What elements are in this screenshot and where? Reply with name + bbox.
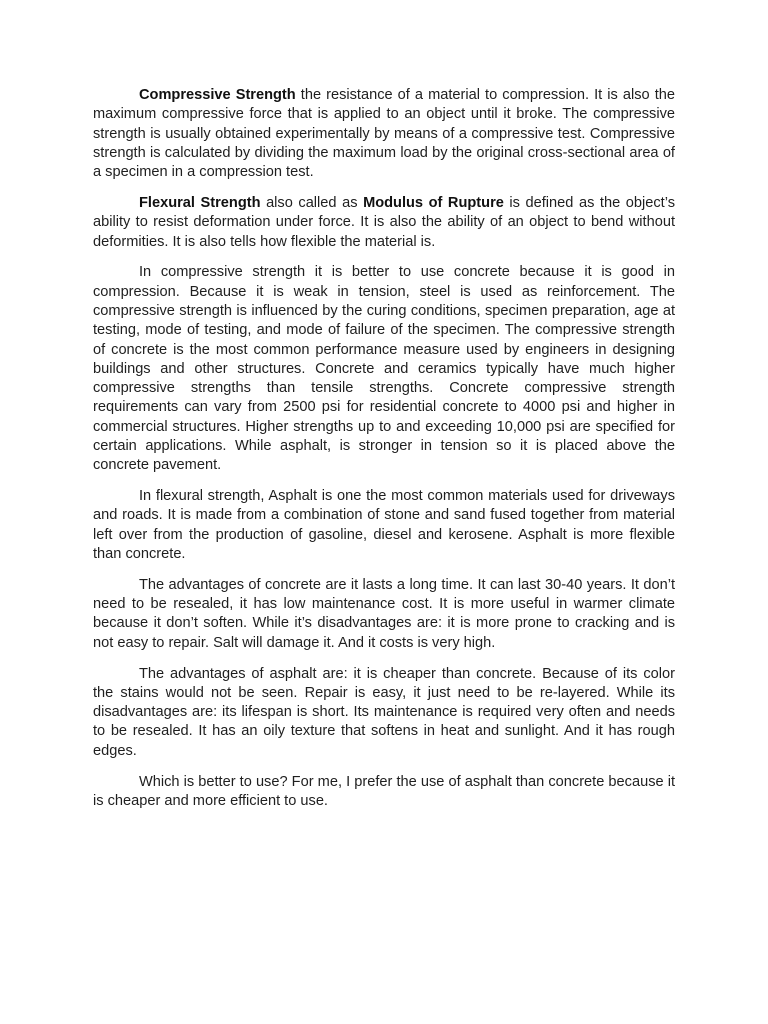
paragraph-text: The advantages of concrete are it lasts a long time. It can last 30-40 years. It don’t need to be resealed, it has low maintenance cost. It is more useful in warmer climate because it don’t soften. While it’s disadvantages are: it is more prone to cracking and is not easy to repair. Salt will damage it. And it costs is very high.: [93, 576, 675, 651]
paragraph-flexural-strength-definition: [93, 194, 675, 252]
paragraph-text: In flexural strength, Asphalt is one the most common materials used for driveways and roads. It is made from a combination of stone and sand fused together from material left over from the production of gasoline, diesel and kerosene. Asphalt is more flexible than concrete.: [93, 488, 675, 563]
paragraph-flexural-asphalt: [93, 487, 675, 564]
paragraph-compressive-strength-definition: [93, 86, 675, 182]
paragraph-text: In compressive strength it is better to use concrete because it is good in compression. Because it is weak in tension, steel is used as reinforcement. The compressive strength is influenced by the curing conditions, specimen preparation, age at testing, mode of testing, and mode of failure of the specimen. The compressive strength of concrete is the most common performance measure used by engineers in designing buildings and other structures. Concrete and ceramics typically have much higher compressive strengths than tensile strengths. Concrete compressive strength requirements can vary from 2500 psi for residential concrete to 4000 psi and higher in commercial structures. Higher strengths up to and exceeding 10,000 psi are specified for certain applications. While asphalt, is stronger in tension so it is placed above the concrete pavement.: [93, 264, 675, 474]
paragraph-text: is defined as the object’s ability to resist deformation under force. It is also the ability of an object to bend without deformities. It is also tells how flexible the material is.: [93, 194, 675, 250]
paragraph-concrete-advantages: [93, 576, 675, 653]
paragraph-compressive-concrete: [93, 263, 675, 475]
paragraph-conclusion: [93, 773, 675, 812]
paragraph-text: the resistance of a material to compression. It is also the maximum compressive force that is applied to an object until it broke. The compressive strength is usually obtained experimentally by means of a compressive test. Compressive strength is calculated by dividing the maximum load by the original cross-sectional area of a specimen in a compression test.: [93, 87, 675, 181]
paragraph-text: Which is better to use? For me, I prefer the use of asphalt than concrete because it is cheaper and more efficient to use.: [93, 773, 675, 809]
term-flexural-strength: Flexural Strength: [139, 194, 261, 211]
term-modulus-of-rupture: Modulus of Rupture: [363, 194, 504, 211]
paragraph-text: also called as: [260, 194, 364, 211]
term-compressive-strength: Compressive Strength: [139, 87, 296, 103]
paragraph-text: The advantages of asphalt are: it is cheaper than concrete. Because of its color the stains would not be seen. Repair is easy, it just need to be re-layered. While its disadvantages are: its lifespan is short. Its maintenance is required very often and needs to be resealed. It has an oily texture that softens in heat and sunlight. And it has rough edges.: [93, 665, 675, 759]
paragraph-asphalt-advantages: [93, 665, 675, 761]
document-body: [93, 86, 675, 823]
